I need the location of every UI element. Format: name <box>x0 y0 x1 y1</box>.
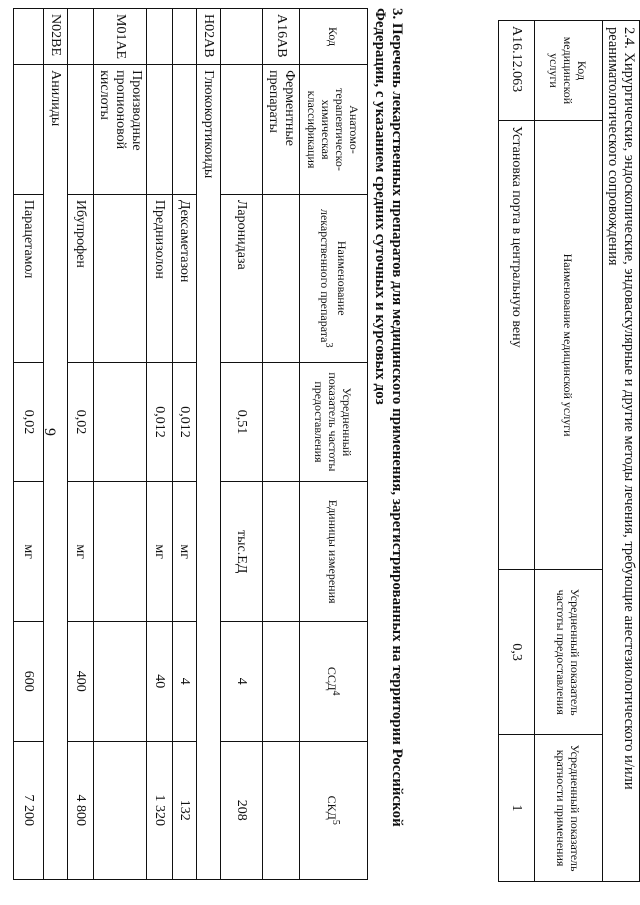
drug-name: Ларонидаза <box>221 194 263 362</box>
header-unit: Единицы измерения <box>300 482 368 622</box>
atc-code: H02AB <box>197 9 221 65</box>
drug-unit: тыс.ЕД <box>221 482 263 622</box>
header-frequency: Усредненный показатель частоты предоставления <box>300 362 368 482</box>
header-skd: СКД$^5$ <box>300 741 368 880</box>
atc-group: Ферментные препараты <box>263 65 300 195</box>
header-frequency: Усредненный показатель частоты предоставления <box>535 570 603 735</box>
drug-skd: 132 <box>173 741 197 880</box>
drug-name: Ибупрофен <box>68 194 94 362</box>
drug-skd: 4 800 <box>68 741 94 880</box>
table-row <box>14 9 44 880</box>
drug-frequency: 0,012 <box>147 362 173 482</box>
drug-ssd: 4 <box>173 621 197 741</box>
rotated-page-content <box>21 0 640 900</box>
drug-frequency: 0,012 <box>173 362 197 482</box>
atc-group: Анилиды <box>44 65 68 880</box>
drug-unit: мг <box>147 482 173 622</box>
atc-code: N02BE <box>44 9 68 65</box>
table-row <box>173 9 197 880</box>
atc-group: Производные пропионовой кислоты <box>94 65 147 195</box>
table-row <box>499 21 535 882</box>
table-row <box>44 9 68 880</box>
table-row <box>68 9 94 880</box>
atc-group: Глюкокортикоиды <box>197 65 221 880</box>
header-multiplicity: Усредненный показатель кратности применения <box>535 735 603 882</box>
service-code: A16.12.063 <box>499 21 535 121</box>
service-name: Установка порта в центральную вену <box>499 120 535 569</box>
drug-ssd: 40 <box>147 621 173 741</box>
medical-services-table <box>498 20 640 882</box>
table-row <box>197 9 221 880</box>
drug-unit: мг <box>173 482 197 622</box>
header-drug-name: Наименование лекарственного препарата$^3$ <box>300 194 368 362</box>
header-ssd: ССД$^4$ <box>300 621 368 741</box>
header-code: Код <box>300 9 368 65</box>
header-atc: Анатомо-терапевтическо-химическая классификация <box>300 65 368 195</box>
service-multiplicity: 1 <box>499 735 535 882</box>
section-3-title: 3. Перечень лекарственных препаратов для медицинского применения, зарегистрированных на территории Российской Федерации, с указанием средних суточных и курсовых доз <box>372 8 405 827</box>
drug-skd: 1 320 <box>147 741 173 880</box>
drug-unit: мг <box>14 482 44 622</box>
drug-name: Дексаметазон <box>173 194 197 362</box>
page-number: 9 <box>41 428 58 436</box>
drug-name: Парацетамол <box>14 194 44 362</box>
drug-name: Преднизолон <box>147 194 173 362</box>
atc-code: M01AE <box>94 9 147 65</box>
header-service-name: Наименование медицинской услуги <box>535 120 603 569</box>
medications-table <box>13 8 368 880</box>
section-2-4-title: 2.4. Хирургические, эндоскопические, эндоваскулярные и другие методы лечения, требующие анестезиологического и/или реаниматологического сопровождения <box>603 21 640 882</box>
drug-ssd: 600 <box>14 621 44 741</box>
service-frequency: 0,3 <box>499 570 535 735</box>
drug-frequency: 0,02 <box>68 362 94 482</box>
table-row <box>147 9 173 880</box>
drug-frequency: 0,51 <box>221 362 263 482</box>
table-row <box>94 9 147 880</box>
header-service-code: Код медицинской услуги <box>535 21 603 121</box>
drug-ssd: 4 <box>221 621 263 741</box>
drug-skd: 208 <box>221 741 263 880</box>
table-row <box>221 9 263 880</box>
table-row <box>263 9 300 880</box>
drug-unit: мг <box>68 482 94 622</box>
atc-code: A16AB <box>263 9 300 65</box>
drug-frequency: 0,02 <box>14 362 44 482</box>
drug-ssd: 400 <box>68 621 94 741</box>
drug-skd: 7 200 <box>14 741 44 880</box>
